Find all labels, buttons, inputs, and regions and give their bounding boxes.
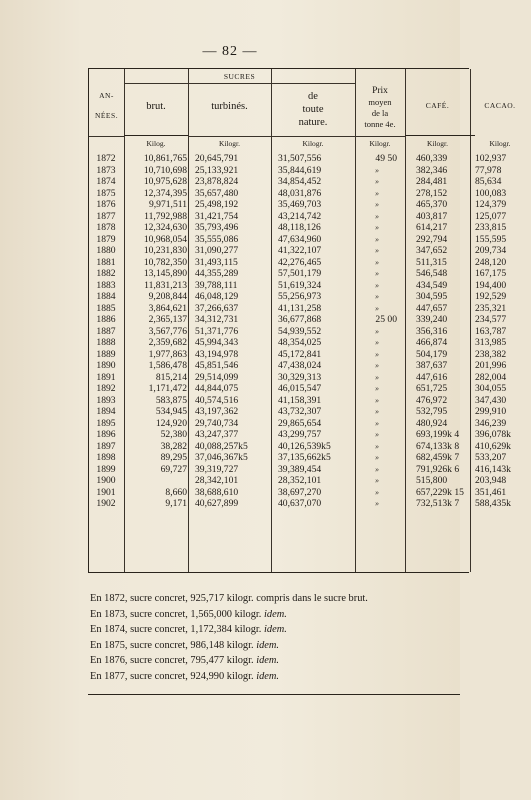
toute-nature-cell: 35,844,619 (278, 164, 322, 176)
prix-cell: » (375, 246, 379, 255)
cafe-cell: 791,926k 6 (416, 463, 460, 475)
table-row (89, 360, 507, 372)
cafe-cell: 284,481 (416, 176, 448, 187)
brut-cell: 11,792,988 (144, 210, 187, 222)
year-cell: 1902 (96, 498, 116, 509)
prix-cell: » (375, 338, 379, 347)
year-cell: 1874 (96, 176, 116, 187)
header-toute-2: toute (302, 104, 324, 115)
brut-cell: 534,945 (155, 406, 187, 417)
cafe-cell: 532,795 (416, 406, 448, 417)
unit-cacao: Kilogr. (489, 139, 511, 148)
year-cell: 1900 (96, 475, 116, 486)
cafe-cell: 546,548 (416, 268, 448, 279)
toute-nature-cell: 41,158,391 (278, 394, 322, 406)
brut-cell: 10,710,698 (143, 164, 187, 176)
toute-nature-cell: 43,732,307 (278, 406, 322, 417)
cafe-cell: 693,199k 4 (416, 429, 460, 440)
header-prix-2: moyen (368, 97, 392, 107)
toute-nature-cell: 57,501,179 (278, 268, 322, 279)
footnotes (90, 591, 460, 684)
table-row (89, 187, 507, 200)
cafe-cell: 403,817 (416, 210, 448, 222)
brut-cell: 3,864,621 (148, 302, 187, 314)
year-cell: 1881 (96, 256, 116, 268)
brut-cell: 8,660 (165, 486, 187, 498)
cafe-cell: 657,229k 15 (416, 486, 464, 498)
toute-nature-cell: 30,329,313 (278, 371, 322, 383)
table-row (89, 394, 507, 407)
toute-nature-cell: 40,126,539k5 (278, 440, 331, 452)
cafe-cell: 511,315 (416, 256, 447, 268)
toute-nature-cell: 48,031,876 (278, 187, 322, 199)
cacao-cell: 304,055 (475, 383, 507, 394)
toute-nature-cell: 37,135,662k5 (278, 452, 331, 463)
cacao-cell: 155,595 (475, 233, 507, 245)
footnote-line (90, 669, 460, 685)
year-cell: 1886 (96, 314, 116, 325)
brut-cell: 9,171 (165, 498, 187, 509)
toute-nature-cell: 43,299,757 (278, 429, 322, 440)
turbines-cell: 28,342,101 (195, 475, 239, 486)
cacao-cell: 282,004 (475, 371, 507, 383)
prix-cell: » (375, 395, 379, 405)
header-annees-bottom: NÉES. (94, 111, 119, 120)
cafe-cell: 339,240 (416, 314, 448, 325)
brut-cell: 10,861,765 (143, 153, 187, 164)
turbines-cell: 51,371,776 (195, 325, 239, 337)
header-rule-cafe (405, 135, 475, 136)
turbines-cell: 45,851,546 (195, 360, 239, 371)
toute-nature-cell: 38,697,270 (278, 486, 322, 498)
turbines-cell: 25,133,921 (195, 164, 239, 176)
toute-nature-cell: 29,865,654 (278, 417, 322, 429)
toute-nature-cell: 35,469,703 (278, 199, 322, 210)
cacao-cell: 588,435k (475, 498, 511, 509)
header-cacao: CACAO. (484, 101, 516, 110)
cacao-cell: 100,083 (475, 187, 507, 199)
turbines-cell: 35,555,086 (195, 233, 239, 245)
cacao-cell: 299,910 (475, 406, 507, 417)
prix-cell: » (375, 280, 379, 290)
cacao-cell: 77,978 (475, 164, 502, 176)
footnote-text: En 1876, sucre concret, 795,477 kilogr. (90, 655, 257, 666)
brut-cell: 3,567,776 (148, 325, 187, 337)
cafe-cell: 434,549 (416, 279, 448, 291)
turbines-cell: 20,645,791 (195, 153, 239, 164)
brut-cell: 9,971,511 (148, 199, 187, 210)
brut-cell: 10,231,830 (143, 245, 187, 256)
page-number: — 82 — (202, 44, 258, 59)
footnote-text: En 1877, sucre concret, 924,990 kilogr. (90, 670, 257, 682)
toute-nature-cell: 47,438,024 (278, 360, 322, 371)
cacao-cell: 235,321 (475, 302, 507, 314)
brut-cell: 815,214 (155, 371, 187, 383)
footnote-idem: idem. (264, 608, 287, 620)
toute-nature-cell: 55,256,973 (278, 291, 322, 302)
cafe-cell: 304,595 (416, 291, 448, 302)
table-row (89, 383, 507, 395)
cacao-cell: 416,143k (475, 463, 511, 475)
cacao-cell: 124,379 (475, 199, 507, 210)
cacao-cell: 233,815 (475, 222, 507, 233)
prix-cell: » (375, 211, 379, 221)
turbines-cell: 39,319,727 (195, 463, 239, 475)
cafe-cell: 447,657 (416, 302, 448, 314)
prix-cell: » (375, 464, 379, 474)
prix-cell: » (375, 407, 379, 416)
brut-cell: 38,282 (160, 440, 187, 452)
header-turbines: turbinés. (211, 101, 248, 112)
turbines-cell: 43,197,362 (195, 406, 239, 417)
cacao-cell: 313,985 (475, 337, 507, 348)
table-row (89, 199, 507, 211)
prix-cell: » (375, 200, 379, 209)
bottom-rule (88, 694, 460, 695)
table-row (89, 279, 507, 292)
toute-nature-cell: 41,131,258 (278, 302, 322, 314)
cacao-cell: 194,400 (475, 279, 507, 291)
cacao-cell: 351,461 (475, 486, 507, 498)
prix-cell: » (375, 418, 379, 428)
header-toute-3: nature. (298, 117, 328, 128)
prix-cell: » (375, 476, 379, 485)
unit-cafe: Kilogr. (426, 139, 449, 148)
footnote-idem: idem. (256, 639, 280, 651)
turbines-cell: 44,355,289 (195, 268, 239, 279)
prix-cell: » (375, 177, 379, 186)
brut-cell: 52,380 (160, 429, 187, 440)
turbines-cell: 25,498,192 (195, 199, 239, 210)
toute-nature-cell: 42,276,465 (278, 256, 322, 268)
table-row (89, 164, 502, 177)
turbines-cell: 40,574,516 (195, 394, 239, 406)
year-cell: 1879 (96, 233, 116, 245)
cafe-cell: 387,637 (416, 360, 448, 371)
toute-nature-cell: 46,015,547 (278, 383, 322, 394)
cacao-cell: 248,120 (475, 256, 507, 268)
brut-cell: 2,359,682 (148, 337, 187, 348)
prix-cell: » (375, 499, 379, 508)
year-cell: 1899 (96, 463, 116, 475)
cacao-cell: 102,937 (475, 153, 507, 164)
cacao-cell: 163,787 (475, 325, 507, 337)
cafe-cell: 356,316 (416, 325, 448, 337)
cafe-cell: 732,513k 7 (416, 498, 460, 509)
year-cell: 1896 (96, 429, 116, 440)
turbines-cell: 29,740,734 (195, 417, 239, 429)
year-cell: 1878 (96, 222, 116, 233)
brut-cell: 11,831,213 (144, 279, 187, 291)
table-row (89, 222, 507, 234)
toute-nature-cell: 47,634,960 (278, 233, 322, 245)
cacao-cell: 347,430 (475, 394, 507, 406)
turbines-cell: 31,493,115 (195, 256, 238, 268)
brut-cell: 10,782,350 (143, 256, 187, 268)
prix-cell: » (375, 234, 379, 244)
year-cell: 1898 (96, 452, 116, 463)
table-row (89, 463, 511, 476)
prix-cell: » (375, 441, 379, 451)
cafe-cell: 614,217 (416, 222, 448, 233)
table-row (89, 245, 507, 257)
table-row (89, 486, 507, 499)
prix-cell: » (375, 384, 379, 393)
toute-nature-cell: 28,352,101 (278, 475, 322, 486)
header-brut: brut. (146, 101, 166, 112)
table-row (89, 348, 507, 361)
table-row (89, 256, 507, 269)
prix-cell: » (375, 292, 379, 301)
header-prix-4: tonne 4e. (364, 119, 396, 129)
cacao-cell: 203,948 (475, 475, 507, 486)
brut-cell: 1,171,472 (148, 383, 187, 394)
cacao-cell: 238,382 (475, 348, 507, 360)
footnote-line (90, 607, 460, 623)
turbines-cell: 37,046,367k5 (195, 452, 248, 463)
table-row (89, 475, 507, 487)
prix-cell: » (375, 165, 379, 175)
cafe-cell: 504,179 (416, 348, 448, 360)
brut-cell: 12,324,630 (143, 222, 187, 233)
year-cell: 1897 (96, 440, 116, 452)
statistics-table (88, 68, 516, 573)
year-cell: 1888 (96, 337, 116, 348)
toute-nature-cell: 41,322,107 (278, 245, 322, 256)
year-cell: 1890 (96, 360, 116, 371)
table-row (89, 268, 507, 280)
table-row (89, 302, 507, 315)
turbines-cell: 43,247,377 (195, 429, 239, 440)
cacao-cell: 234,577 (475, 314, 507, 325)
turbines-cell: 35,793,496 (195, 222, 239, 233)
toute-nature-cell: 39,389,454 (278, 463, 322, 475)
header-rule (89, 136, 124, 137)
table-row (89, 417, 507, 430)
cacao-cell: 167,175 (475, 268, 507, 279)
table-row (89, 498, 511, 510)
year-cell: 1885 (96, 302, 116, 314)
year-cell: 1894 (96, 406, 116, 417)
cacao-cell: 410,629k (475, 440, 511, 452)
year-cell: 1892 (96, 383, 116, 394)
footnote-line (90, 591, 460, 607)
toute-nature-cell: 51,619,324 (278, 279, 322, 291)
cafe-cell: 447,616 (416, 371, 448, 383)
prix-cell: » (375, 430, 379, 439)
brut-cell: 10,975,628 (143, 176, 187, 187)
unit-toute: Kilogr. (302, 139, 324, 148)
table-row (89, 233, 507, 246)
prix-cell: » (375, 372, 379, 382)
header-prix-3: de la (371, 108, 389, 118)
cafe-cell: 465,370 (416, 199, 448, 210)
header-cafe: CAFÉ. (425, 101, 450, 110)
cafe-cell: 278,152 (416, 187, 448, 199)
turbines-cell: 35,657,480 (195, 187, 239, 199)
footnote-idem: idem. (256, 670, 280, 682)
brut-cell: 89,295 (160, 452, 187, 463)
brut-cell: 10,968,054 (143, 233, 187, 245)
footnote-text: En 1873, sucre concret, 1,565,000 kilogr. (90, 608, 265, 620)
toute-nature-cell: 45,172,841 (278, 348, 322, 360)
table-body (89, 153, 511, 510)
prix-cell: » (375, 349, 379, 359)
brut-cell: 583,875 (155, 394, 187, 406)
cafe-cell: 682,459k 7 (416, 452, 460, 463)
header-toute-1: de (308, 91, 318, 102)
prix-cell: » (375, 453, 379, 462)
turbines-cell: 43,194,978 (195, 348, 239, 360)
year-cell: 1877 (96, 210, 116, 222)
cacao-cell: 346,239 (475, 417, 507, 429)
brut-cell: 124,920 (155, 417, 187, 429)
header-annees-top: AN- (99, 91, 114, 100)
table-row (89, 291, 507, 303)
turbines-cell: 31,421,754 (195, 210, 239, 222)
cafe-cell: 466,874 (416, 337, 448, 348)
cacao-cell: 396,078k (475, 429, 511, 440)
footnote-idem: idem. (256, 655, 280, 666)
turbines-cell: 37,266,637 (195, 302, 239, 314)
year-cell: 1872 (96, 153, 116, 164)
table-row (89, 210, 507, 223)
cacao-cell: 192,529 (475, 291, 507, 302)
toute-nature-cell: 54,939,552 (278, 325, 322, 337)
cacao-cell: 85,634 (475, 176, 502, 187)
sucres-rule (124, 83, 355, 84)
table-row (89, 176, 502, 188)
table-row (89, 314, 507, 326)
header-rule-brut (124, 135, 188, 136)
prix-cell: » (375, 188, 379, 198)
turbines-cell: 23,878,824 (195, 176, 239, 187)
prix-cell: » (375, 487, 379, 497)
year-cell: 1876 (96, 199, 116, 210)
table-row (89, 452, 507, 464)
turbines-cell: 40,088,257k5 (195, 440, 248, 452)
cafe-cell: 480,924 (416, 417, 448, 429)
turbines-cell: 44,844,075 (195, 383, 239, 394)
prix-cell: » (375, 361, 379, 370)
unit-prix: Kilogr. (369, 139, 391, 148)
footnote-text: En 1875, sucre concret, 986,148 kilogr. (90, 639, 257, 651)
unit-brut: Kilog. (146, 139, 166, 148)
footnote-line (90, 638, 460, 654)
table-row (89, 337, 507, 349)
turbines-cell: 40,627,899 (195, 498, 239, 509)
brut-cell: 1,586,478 (148, 360, 187, 371)
brut-cell: 12,374,395 (143, 187, 187, 199)
footnote-text: En 1874, sucre concret, 1,172,384 kilogr. (90, 624, 265, 635)
prix-cell: » (375, 326, 379, 336)
table-row (89, 406, 507, 418)
brut-cell: 9,208,844 (148, 291, 187, 302)
prix-cell: » (375, 223, 379, 232)
toute-nature-cell: 43,214,742 (278, 210, 322, 222)
year-cell: 1884 (96, 291, 116, 302)
unit-turbines: Kilogr. (218, 139, 241, 148)
year-cell: 1875 (96, 187, 116, 199)
year-cell: 1883 (96, 279, 116, 291)
toute-nature-cell: 40,637,070 (278, 498, 322, 509)
table-row (89, 371, 507, 384)
turbines-cell: 31,090,277 (195, 245, 239, 256)
table-row (89, 429, 511, 441)
cafe-cell: 651,725 (416, 383, 448, 394)
toute-nature-cell: 48,118,126 (278, 222, 321, 233)
cacao-cell: 209,734 (475, 245, 507, 256)
brut-cell: 2,365,137 (148, 314, 187, 325)
cafe-cell: 515,800 (416, 475, 448, 486)
year-cell: 1887 (96, 325, 116, 337)
year-cell: 1895 (96, 417, 116, 429)
turbines-cell: 39,788,111 (195, 279, 238, 291)
brut-cell: 1,977,863 (148, 348, 187, 360)
turbines-cell: 46,048,129 (195, 291, 239, 302)
prix-cell: » (375, 257, 379, 267)
header-prix-1: Prix (372, 86, 388, 96)
year-cell: 1889 (96, 348, 116, 360)
turbines-cell: 29,514,099 (195, 371, 239, 383)
cafe-cell: 292,794 (416, 233, 448, 245)
toute-nature-cell: 48,354,025 (278, 337, 322, 348)
prix-cell: 25 00 (375, 314, 397, 325)
year-cell: 1893 (96, 394, 116, 406)
cafe-cell: 460,339 (416, 153, 448, 164)
prix-cell: 49 50 (375, 153, 397, 164)
footnote-text: En 1872, sucre concret, 925,717 kilogr. compris dans le sucre brut. (90, 593, 368, 604)
year-cell: 1873 (96, 164, 116, 176)
turbines-cell: 34,312,731 (195, 314, 239, 325)
footnote-idem: idem. (264, 624, 287, 635)
year-cell: 1901 (96, 486, 116, 498)
header-rule (188, 136, 405, 137)
cacao-cell: 125,077 (475, 210, 507, 222)
cafe-cell: 347,652 (416, 245, 448, 256)
toute-nature-cell: 36,677,868 (278, 314, 322, 325)
turbines-cell: 45,994,343 (195, 337, 239, 348)
cafe-cell: 476,972 (416, 394, 448, 406)
turbines-cell: 38,688,610 (195, 486, 239, 498)
table-row (89, 325, 507, 338)
toute-nature-cell: 34,854,452 (278, 176, 322, 187)
prix-cell: » (375, 269, 379, 278)
toute-nature-cell: 31,507,556 (278, 153, 322, 164)
brut-cell: 13,145,890 (143, 268, 187, 279)
year-cell: 1882 (96, 268, 116, 279)
footnote-line (90, 653, 460, 669)
cafe-cell: 382,346 (416, 164, 448, 176)
brut-cell: 69,727 (160, 463, 187, 475)
year-cell: 1891 (96, 371, 116, 383)
cafe-cell: 674,133k 8 (416, 440, 460, 452)
table-row (89, 440, 511, 453)
cacao-cell: 533,207 (475, 452, 507, 463)
cacao-cell: 201,996 (475, 360, 507, 371)
header-sucres: SUCRES (223, 72, 256, 81)
prix-cell: » (375, 303, 379, 313)
table-row (89, 153, 507, 165)
footnote-line (90, 622, 460, 638)
year-cell: 1880 (96, 245, 116, 256)
